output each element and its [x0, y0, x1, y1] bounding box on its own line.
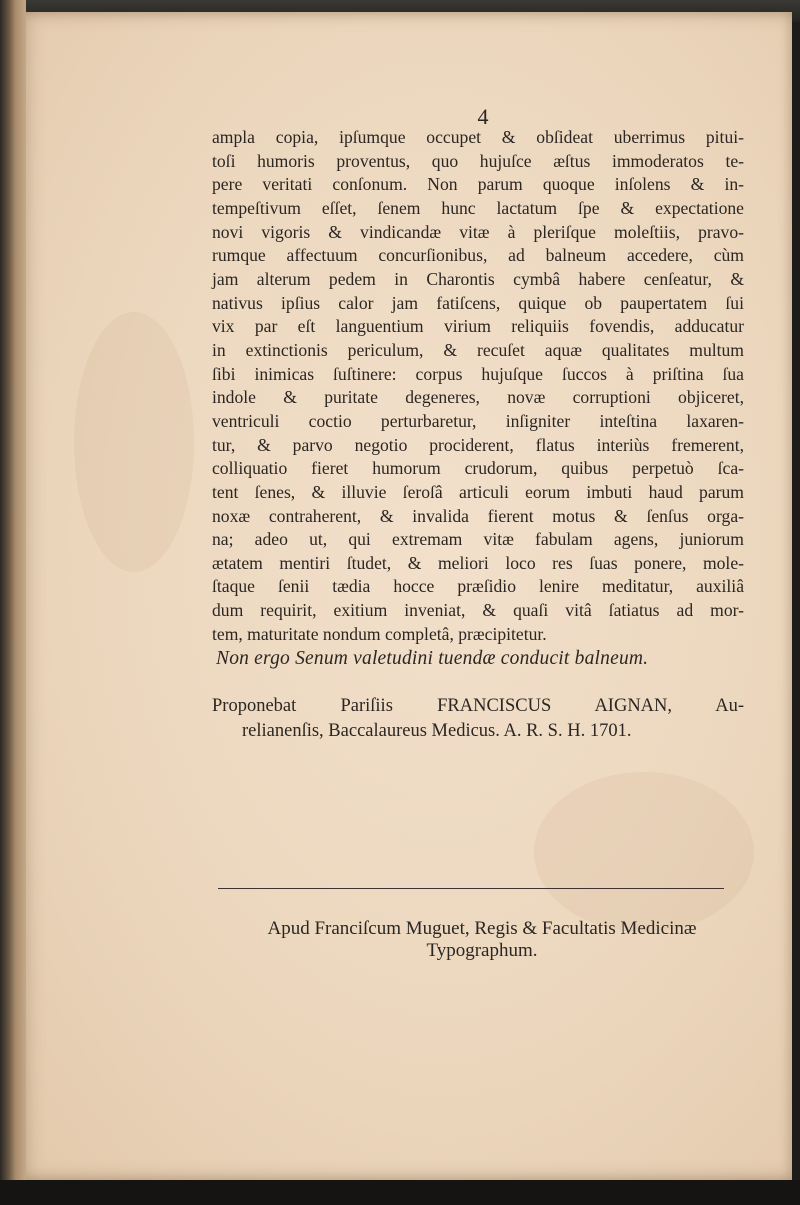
- text-line: rumque affectuum concurſionibus, ad balneum accedere, cùm: [212, 245, 744, 266]
- text-line: ventriculi coctio perturbaretur, inſigniter inteſtina laxaren-: [212, 410, 744, 431]
- body-paragraph: [212, 126, 744, 646]
- text-line: na; adeo ut, qui extremam vitæ fabulam agens, juniorum: [212, 529, 744, 550]
- page-number: 4: [477, 104, 489, 129]
- text-line: ſtaque ſenii tædia hocce præſidio lenire meditatur, auxiliâ: [212, 576, 744, 597]
- text-line: pere veritati conſonum. Non parum quoque inſolens & in-: [212, 174, 744, 195]
- text-line: in extinctionis periculum, & recuſet aquæ qualitates multum: [212, 339, 744, 360]
- proponebat-line: Proponebat Pariſiis FRANCISCUS AIGNAN, Au-: [212, 696, 744, 716]
- text-line: novi vigoris & vindicandæ vitæ à pleriſque moleſtiis, pravo-: [212, 221, 744, 242]
- text-line: ampla copia, ipſumque occupet & obſideat uberrimus pitui-: [212, 127, 744, 147]
- scan-border-bottom: [0, 1180, 800, 1205]
- text-line: ſibi inimicas ſuſtinere: corpus hujuſque ſuccos à priſtina ſua: [212, 363, 744, 384]
- book-spine-edge: [0, 0, 26, 1205]
- text-line: tem, maturitate nondum completâ, præcipitetur.: [212, 623, 547, 644]
- horizontal-rule: [218, 888, 724, 889]
- imprint-line: Apud Franciſcum Muguet, Regis & Facultatis Medicinæ: [267, 918, 697, 939]
- text-line: ætatem mentiri ſtudet, & meliori loco res ſuas ponere, mole-: [212, 552, 744, 573]
- text-line: toſi humoris proventus, quo hujuſce æſtus immoderatos te-: [212, 150, 744, 171]
- proponebat-line: relianenſis, Baccalaureus Medicus. A. R. S. H. 1701.: [242, 721, 632, 741]
- paper-stain: [74, 312, 194, 572]
- text-line: nativus ipſius calor jam fatiſcens, quique ob paupertatem ſui: [212, 292, 744, 313]
- conclusion-heading: Non ergo Senum valetudini tuendæ conducit balneum.: [216, 648, 649, 669]
- printer-imprint: [212, 918, 752, 962]
- text-line: noxæ contraherent, & invalida fierent motus & ſenſus orga-: [212, 505, 744, 526]
- proponebat-statement: [212, 694, 744, 744]
- text-line: tur, & parvo negotio prociderent, flatus interiùs fremerent,: [212, 434, 744, 455]
- text-line: vix par eſt languentium virium reliquiis fovendis, adducatur: [212, 316, 744, 337]
- paper-stain: [534, 772, 754, 932]
- text-line: tempeſtivum eſſet, ſenem hunc lactatum ſpe & expectatione: [212, 197, 744, 218]
- text-line: colliquatio fieret humorum crudorum, quibus perpetuò ſca-: [212, 458, 744, 479]
- text-line: jam alterum pedem in Charontis cymbâ habere cenſeatur, &: [212, 268, 744, 289]
- imprint-line: Typographum.: [426, 940, 538, 961]
- text-line: dum requirit, exitium inveniat, & quaſi vitâ ſatiatus ad mor-: [212, 600, 744, 621]
- text-line: indole & puritate degeneres, novæ corruptioni objiceret,: [212, 387, 744, 408]
- text-line: tent ſenes, & illuvie ſeroſâ articuli eorum imbuti haud parum: [212, 481, 744, 502]
